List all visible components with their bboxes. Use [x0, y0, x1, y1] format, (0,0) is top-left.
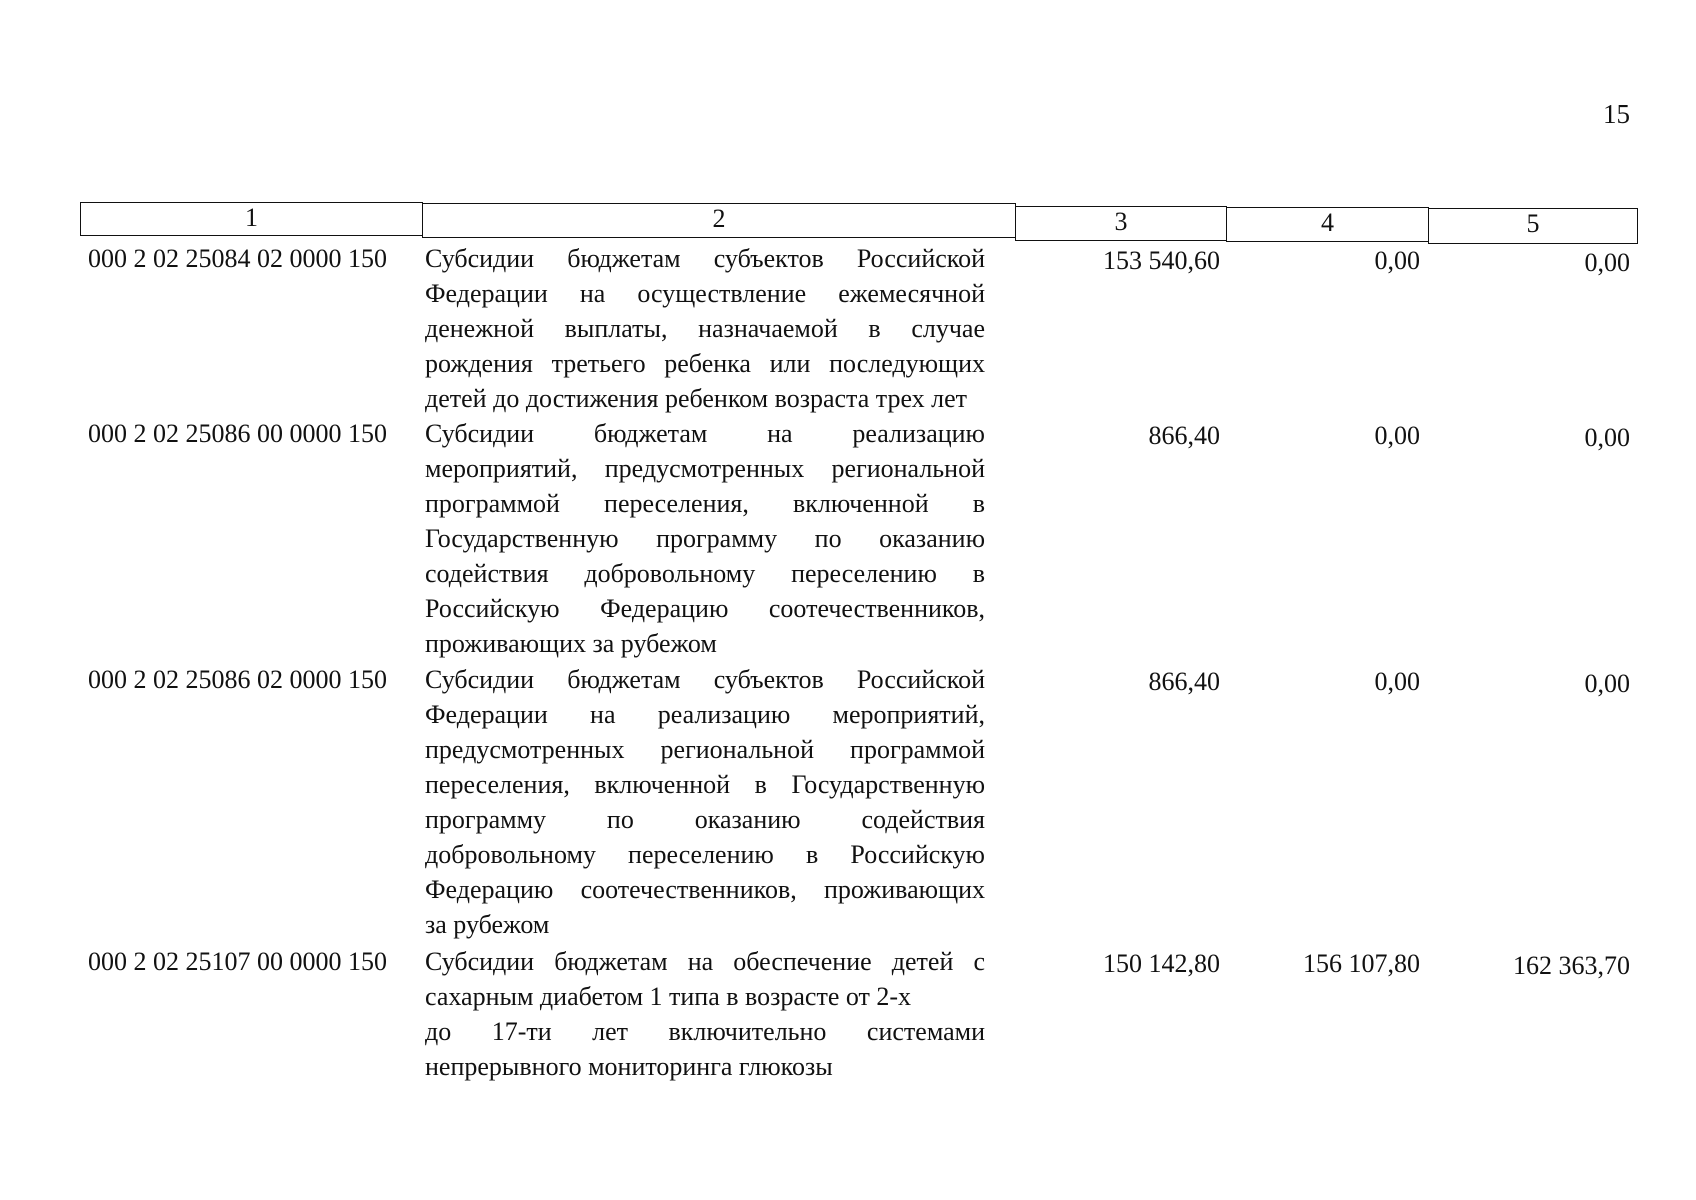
description-line: Субсидии бюджетам субъектов Российской: [425, 665, 985, 694]
value-col-5: 0,00: [1584, 423, 1630, 452]
description-line: рождения третьего ребенка или последующих: [425, 349, 985, 378]
row-description: [425, 944, 1005, 1084]
description-line: Субсидии бюджетам субъектов Российской: [425, 244, 985, 273]
row-description: [425, 662, 1005, 942]
description-line: до 17-ти лет включительно системами: [425, 1017, 985, 1046]
description-line: Федерацию соотечественников, проживающих: [425, 875, 985, 904]
description-line: содействия добровольному переселению в: [425, 559, 985, 588]
budget-code: 000 2 02 25086 00 0000 150: [88, 419, 387, 448]
description-line: непрерывного мониторинга глюкозы: [425, 1052, 833, 1081]
description-line: Субсидии бюджетам на обеспечение детей с: [425, 947, 985, 976]
value-col-4: 0,00: [1374, 246, 1420, 275]
row-description: [425, 241, 1005, 416]
description-line: Российскую Федерацию соотечественников,: [425, 594, 985, 623]
description-line: предусмотренных региональной программой: [425, 735, 985, 764]
value-col-3: 866,40: [1148, 667, 1220, 696]
description-line: добровольному переселению в Российскую: [425, 840, 985, 869]
description-line: Федерации на реализацию мероприятий,: [425, 700, 985, 729]
value-col-5: 0,00: [1584, 669, 1630, 698]
budget-code: 000 2 02 25084 02 0000 150: [88, 244, 387, 273]
description-line: проживающих за рубежом: [425, 629, 717, 658]
page-number: 15: [1603, 99, 1630, 129]
description-line: денежной выплаты, назначаемой в случае: [425, 314, 985, 343]
header-cell-2: 2: [422, 203, 1016, 238]
description-line: мероприятий, предусмотренных региональной: [425, 454, 985, 483]
value-col-3: 153 540,60: [1103, 246, 1220, 275]
value-col-5: 162 363,70: [1513, 951, 1630, 980]
row-description: [425, 416, 1005, 661]
value-col-3: 150 142,80: [1103, 949, 1220, 978]
description-line: программу по оказанию содействия: [425, 805, 985, 834]
description-line: Субсидии бюджетам на реализацию: [425, 419, 985, 448]
budget-code: 000 2 02 25107 00 0000 150: [88, 947, 387, 976]
header-cell-3: 3: [1015, 206, 1227, 241]
budget-code: 000 2 02 25086 02 0000 150: [88, 665, 387, 694]
description-line: детей до достижения ребенком возраста трех лет: [425, 384, 968, 413]
description-line: за рубежом: [425, 910, 550, 939]
value-col-4: 0,00: [1374, 667, 1420, 696]
value-col-3: 866,40: [1148, 421, 1220, 450]
description-line: переселения, включенной в Государственную: [425, 770, 985, 799]
header-cell-4: 4: [1226, 207, 1429, 242]
header-cell-1: 1: [80, 202, 423, 236]
header-cell-5: 5: [1428, 208, 1638, 244]
value-col-4: 156 107,80: [1303, 949, 1420, 978]
description-line: сахарным диабетом 1 типа в возрасте от 2-х: [425, 982, 912, 1011]
value-col-4: 0,00: [1374, 421, 1420, 450]
description-line: программой переселения, включенной в: [425, 489, 985, 518]
description-line: Федерации на осуществление ежемесячной: [425, 279, 985, 308]
description-line: Государственную программу по оказанию: [425, 524, 985, 553]
value-col-5: 0,00: [1584, 248, 1630, 277]
